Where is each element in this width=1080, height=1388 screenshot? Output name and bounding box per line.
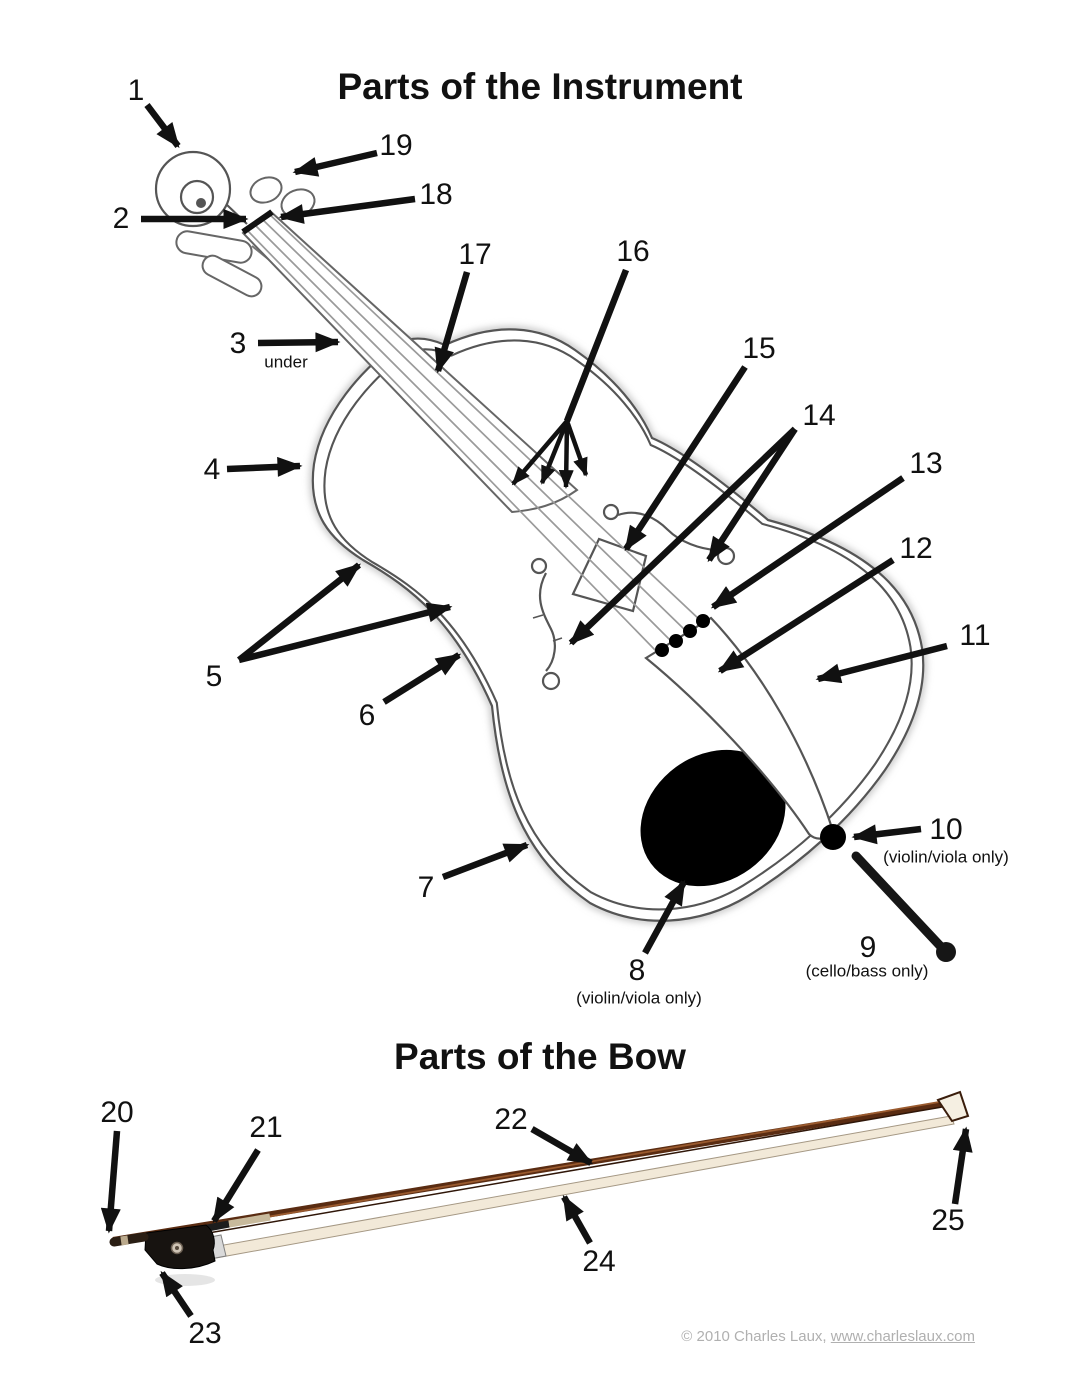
bow-hair [190,1116,954,1262]
bow-label-21: 21 [249,1111,283,1144]
instrument-label-12: 12 [899,532,933,565]
arrow-for-label-20 [109,1131,117,1231]
instrument-label-13: 13 [909,447,943,480]
bow-label-20: 20 [100,1096,134,1129]
arrow-for-label-24 [564,1197,590,1243]
arrow-for-label-16 [566,421,567,487]
bow-label-22: 22 [494,1103,528,1136]
instrument-label-4: 4 [203,453,221,486]
arrow-for-label-4 [227,466,300,469]
instrument-label-8: 8 [628,954,646,987]
arrow-for-label-22 [532,1129,591,1163]
arrow-for-label-10 [854,829,921,837]
instrument-label-11: 11 [959,619,991,652]
instrument-label-2: 2 [112,202,130,235]
violin-line-art [156,152,956,962]
instrument-label-6: 6 [358,699,376,732]
bow-label-23: 23 [188,1317,222,1350]
arrow-for-label-21 [214,1150,258,1221]
instrument-label-9-note: (cello/bass only) [805,961,929,981]
scroll [156,152,230,226]
bow-art [113,1092,968,1286]
instrument-label-1: 1 [127,74,145,107]
instrument-label-16: 16 [616,235,650,268]
instrument-label-7: 7 [417,871,435,904]
arrow-for-label-6 [384,655,459,702]
instrument-label-3: 3 [229,327,247,360]
instrument-label-18: 18 [419,178,453,211]
bow-section-title: Parts of the Bow [394,1036,686,1077]
instrument-label-14: 14 [802,399,836,432]
instrument-section-title: Parts of the Instrument [337,66,743,107]
instrument-label-17: 17 [458,238,492,271]
instrument-label-10-note: (violin/viola only) [883,847,1009,867]
arrow-for-label-3 [258,342,338,343]
bow-label-25: 25 [931,1204,965,1237]
end-button [820,824,846,850]
arrow-for-label-7 [443,845,527,877]
instrument-label-10: 10 [929,813,963,846]
arrow-for-label-25 [955,1129,966,1204]
instrument-label-19: 19 [379,129,413,162]
instrument-label-3-note: under [264,352,308,372]
arrow-for-label-19 [295,153,377,172]
bow-tip-head [938,1092,968,1121]
instrument-label-9: 9 [859,931,877,964]
instrument-label-8-note: (violin/viola only) [576,988,702,1008]
instrument-label-5: 5 [205,660,223,693]
bow-label-24: 24 [582,1245,616,1278]
bow-screw-button [114,1237,144,1242]
copyright-text: © 2010 Charles Laux, [681,1328,831,1345]
bow-screw-band [121,1240,128,1241]
instrument-label-15: 15 [742,332,776,365]
frog-pearl-dot [175,1246,179,1250]
copyright-line [681,1328,975,1345]
copyright-link[interactable]: www.charleslaux.com [830,1328,975,1345]
arrow-for-label-1 [147,105,178,146]
